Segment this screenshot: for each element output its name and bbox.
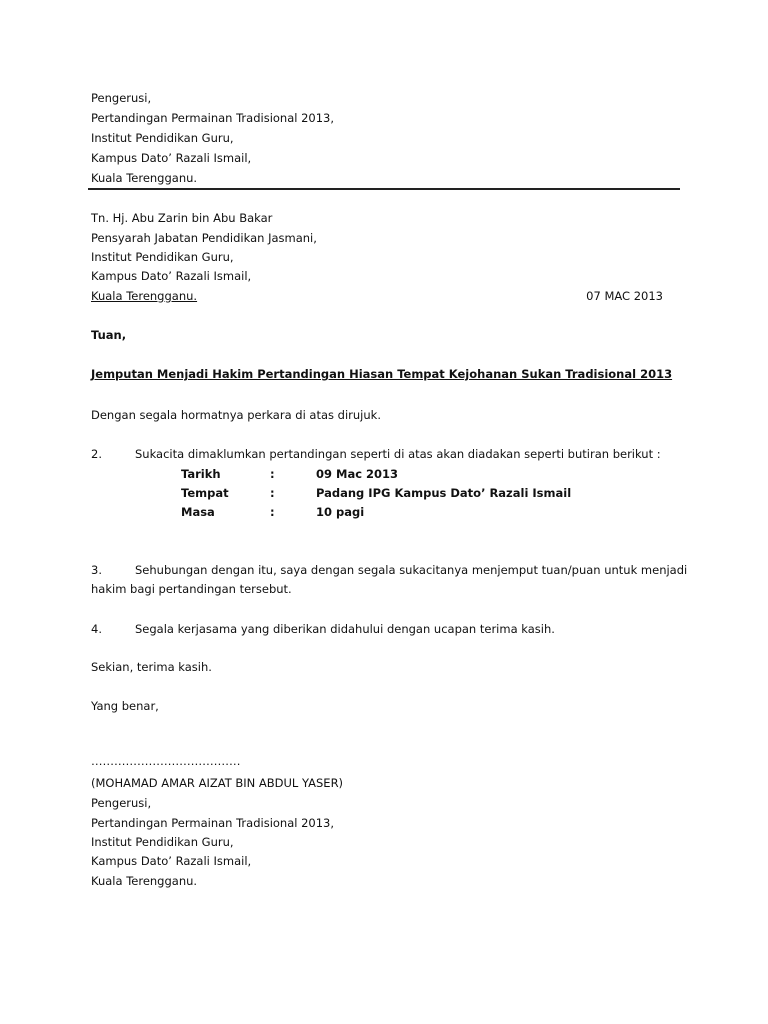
signatory-line: Institut Pendidikan Guru, <box>91 835 234 849</box>
subject-line: Jemputan Menjadi Hakim Pertandingan Hiasan Tempat Kejohanan Sukan Tradisional 2013 <box>91 367 673 381</box>
detail-colon: : <box>270 467 275 481</box>
signatory-line: Pengerusi, <box>91 796 152 810</box>
signatory-line: Pertandingan Permainan Tradisional 2013, <box>91 816 335 830</box>
detail-label: Masa <box>181 505 215 519</box>
signatory-line: Kuala Terengganu. <box>91 874 198 888</box>
detail-label: Tempat <box>181 486 229 500</box>
signatory-line: Kampus Dato’ Razali Ismail, <box>91 854 252 868</box>
detail-label: Tarikh <box>181 467 221 481</box>
paragraph-number: 2. <box>91 447 102 461</box>
sender-line: Pertandingan Permainan Tradisional 2013, <box>91 111 335 125</box>
detail-value: Padang IPG Kampus Dato’ Razali Ismail <box>316 486 572 500</box>
detail-colon: : <box>270 486 275 500</box>
detail-value: 09 Mac 2013 <box>316 467 399 481</box>
sender-line: Kuala Terengganu. <box>91 171 198 185</box>
sign-off: Yang benar, <box>91 699 159 713</box>
paragraph-text-continued: hakim bagi pertandingan tersebut. <box>91 582 292 596</box>
header-divider <box>88 188 680 190</box>
detail-colon: : <box>270 505 275 519</box>
salutation: Tuan, <box>91 328 127 342</box>
sender-line: Institut Pendidikan Guru, <box>91 131 234 145</box>
letter-date: 07 MAC 2013 <box>586 289 663 303</box>
paragraph-text: Segala kerjasama yang diberikan didahului dengan ucapan terima kasih. <box>135 622 555 636</box>
signature-dots: ………………………………… <box>91 754 241 768</box>
opening-sentence: Dengan segala hormatnya perkara di atas dirujuk. <box>91 408 381 422</box>
sender-line: Pengerusi, <box>91 91 152 105</box>
paragraph-text: Sukacita dimaklumkan pertandingan seperti di atas akan diadakan seperti butiran berikut : <box>135 447 661 461</box>
recipient-line: Kuala Terengganu. <box>91 289 198 303</box>
paragraph-text: Sehubungan dengan itu, saya dengan segala sukacitanya menjemput tuan/puan untuk menjadi <box>135 563 688 577</box>
closing-remark: Sekian, terima kasih. <box>91 660 212 674</box>
recipient-line: Tn. Hj. Abu Zarin bin Abu Bakar <box>91 211 273 225</box>
sender-line: Kampus Dato’ Razali Ismail, <box>91 151 252 165</box>
signatory-name: (MOHAMAD AMAR AIZAT BIN ABDUL YASER) <box>91 776 344 790</box>
recipient-line: Pensyarah Jabatan Pendidikan Jasmani, <box>91 231 317 245</box>
recipient-line: Kampus Dato’ Razali Ismail, <box>91 269 252 283</box>
recipient-line: Institut Pendidikan Guru, <box>91 250 234 264</box>
paragraph-number: 3. <box>91 563 102 577</box>
paragraph-number: 4. <box>91 622 102 636</box>
detail-value: 10 pagi <box>316 505 365 519</box>
